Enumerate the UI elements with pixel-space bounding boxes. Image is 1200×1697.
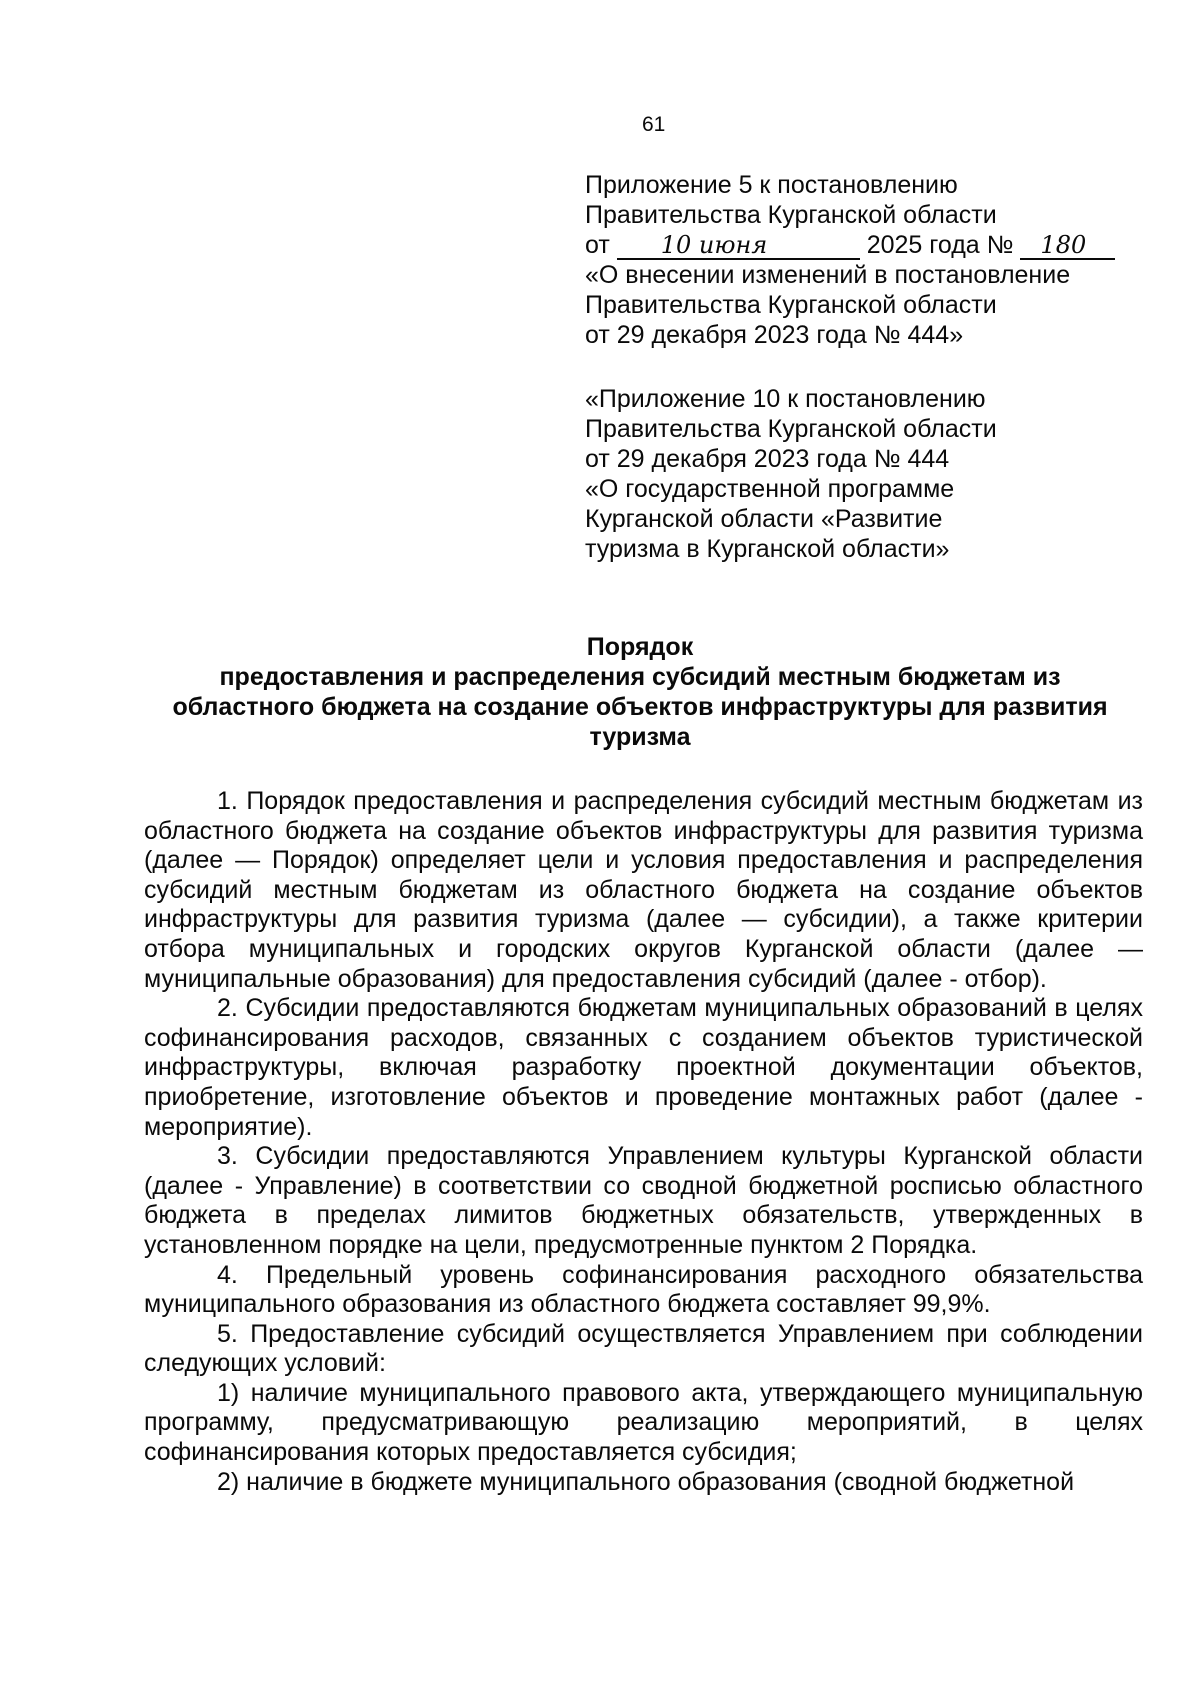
appendix-original-line-3: от 29 декабря 2023 года № 444: [585, 445, 950, 473]
paragraph-1: 1. Порядок предоставления и распределения субсидий местным бюджетам из областного бюджета на создание объектов инфраструктуры для развития туризма (далее — Порядок) определяет цели и условия предоставления и распределения субсидий местным бюджетам из областного бюджета на создание объектов инфраструктуры для развития туризма (далее — субсидии), а также критерии отбора муниципальных и городских округов Курганской области (далее — муниципальные образования) для предоставления субсидий (далее - отбор).: [144, 787, 1143, 993]
page-number: 61: [642, 113, 666, 136]
appendix-header-line-5: Правительства Курганской области: [585, 291, 997, 319]
document-title: [140, 632, 1140, 752]
paragraph-5-1: 1) наличие муниципального правового акта, утверждающего муниципальную программу, предусматривающую реализацию мероприятий, в целях софинансирования которых предоставляется субсидия;: [144, 1378, 1143, 1467]
appendix-header-line-1: Приложение 5 к постановлению: [585, 171, 958, 199]
appendix-header-line-2: Правительства Курганской области: [585, 201, 997, 229]
document-body: [144, 787, 1143, 1497]
title-line-4: туризма: [589, 723, 691, 751]
date-prefix: от: [585, 231, 610, 259]
paragraph-5: 5. Предоставление субсидий осуществляется Управлением при соблюдении следующих условий:: [144, 1319, 1143, 1378]
paragraph-5-2: 2) наличие в бюджете муниципального образования (сводной бюджетной: [217, 1467, 1075, 1496]
paragraph-4: 4. Предельный уровень софинансирования расходного обязательства муниципального образования из областного бюджета составляет 99,9%.: [144, 1260, 1143, 1319]
appendix-original: [585, 384, 1145, 564]
appendix-original-line-2: Правительства Курганской области: [585, 415, 997, 443]
title-line-2: предоставления и распределения субсидий местным бюджетам из: [219, 663, 1061, 691]
appendix-header: [585, 170, 1145, 350]
appendix-original-line-6: туризма в Курганской области»: [585, 535, 950, 563]
title-line-1: Порядок: [586, 633, 694, 661]
title-line-3: областного бюджета на создание объектов инфраструктуры для развития: [172, 693, 1108, 721]
appendix-header-line-4: «О внесении изменений в постановление: [585, 261, 1071, 289]
handwritten-date: 10 июня: [617, 232, 860, 260]
handwritten-number: 180: [1020, 232, 1115, 260]
paragraph-3: 3. Субсидии предоставляются Управлением культуры Курганской области (далее - Управление) в соответствии со сводной бюджетной росписью областного бюджета в пределах лимитов бюджетных обязательств, утвержденных в установленном порядке на цели, предусмотренные пунктом 2 Порядка.: [144, 1142, 1143, 1259]
year-text: 2025 года №: [866, 231, 1014, 259]
appendix-original-line-1: «Приложение 10 к постановлению: [585, 385, 986, 413]
paragraph-2: 2. Субсидии предоставляются бюджетам муниципальных образований в целях софинансирования расходов, связанных с созданием объектов туристической инфраструктуры, включая разработку проектной документации объектов, приобретение, изготовление объектов и проведение монтажных работ (далее - мероприятие).: [144, 994, 1143, 1141]
appendix-original-line-5: Курганской области «Развитие: [585, 505, 943, 533]
appendix-header-date-line: [585, 230, 1145, 260]
appendix-original-line-4: «О государственной программе: [585, 475, 955, 503]
appendix-header-line-6: от 29 декабря 2023 года № 444»: [585, 321, 964, 349]
